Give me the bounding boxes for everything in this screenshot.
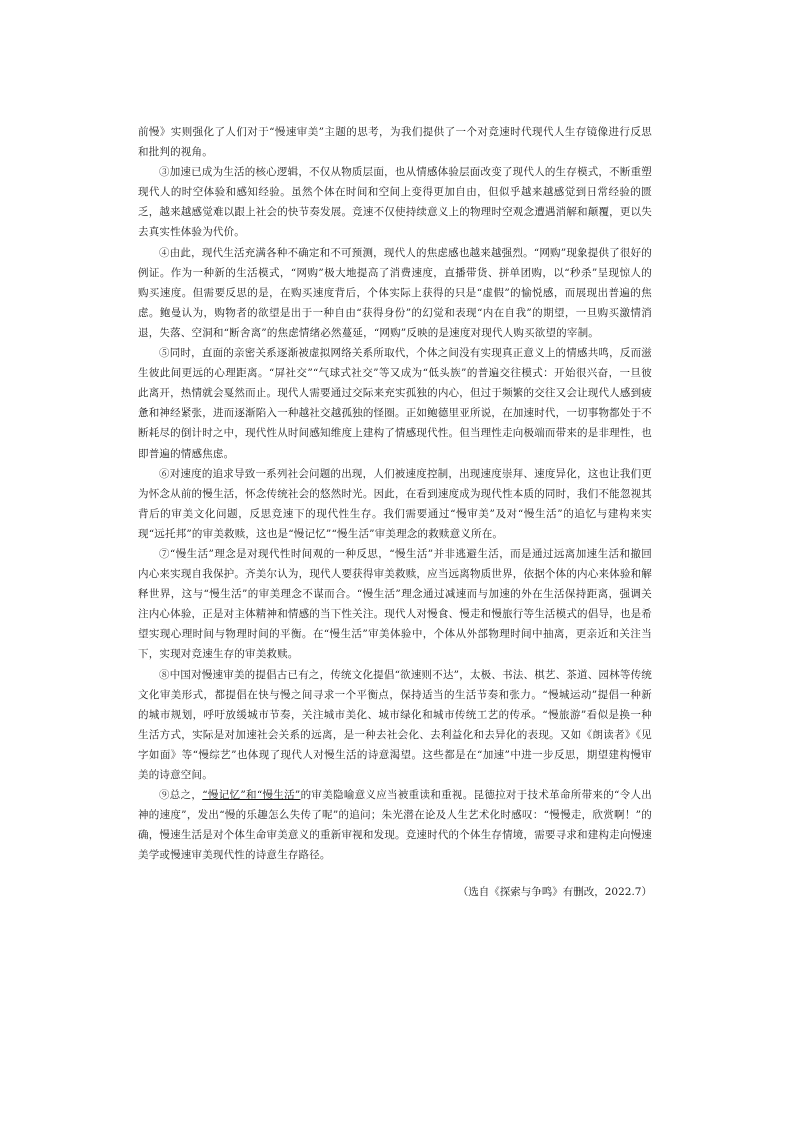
underlined-phrase: “慢记忆”和“慢生活” [202, 789, 301, 802]
paragraph-6: ⑥对速度的追求导致一系列社会问题的出现，人们被速度控制，出现速度崇拜、速度异化，这也让我们更为怀念从前的慢生活，怀念传统社会的悠然时光。因此，在看到速度成为现代性本质的同时，我们不能忽视其背后的审美文化问题，反思竞速下的现代性生存。我们需要通过“慢审美”及对“慢生活”的追忆与建构来实现“远托邦”的审美救赎，这也是“慢记忆”“慢生活”审美理念的救赎意义所在。 [138, 467, 652, 540]
paragraph-continued: 前慢》实则强化了人们对于“慢速审美”主题的思考，为我们提供了一个对竞速时代现代人生存镜像进行反思和批判的视角。 [138, 126, 652, 159]
paragraph-9-rest: 的审美隐喻意义应当被重读和重视。昆德拉对于技术革命所带来的“令人出神的速度”，发出“慢的乐趣怎么失传了呢”的追问；朱光潜在论及人生艺术化时感叹：“慢慢走，欣赏啊！”的确，慢速生活是对个体生命审美意义的重新审视和发现。竞速时代的个体生存情境，需要寻求和建构走向慢速美学或慢速审美现代性的诗意生存路径。 [138, 789, 652, 862]
paragraph-8: ⑧中国对慢速审美的提倡古已有之，传统文化提倡“欲速则不达”，太极、书法、棋艺、茶道、园林等传统文化审美形式，都提倡在快与慢之间寻求一个平衡点，保持适当的生活节奏和张力。“慢城运动”提倡一种新的城市规划，呼吁放缓城市节奏，关注城市美化、城市绿化和城市传统工艺的传承。“慢旅游”看似是换一种生活方式，实际是对加速社会关系的远离，是一种去社会化、去利益化和去异化的表现。又如《朗读者》《见字如面》等“慢综艺”也体现了现代人对慢生活的诗意渴望。这些都是在“加速”中进一步反思，期望建构慢审美的诗意空间。 [138, 668, 652, 781]
paragraph-5: ⑤同时，直面的亲密关系逐渐被虚拟网络关系所取代，个体之间没有实现真正意义上的情感共鸣，反而滋生彼此间更远的心理距离。“屏社交”“气球式社交”等又成为“低头族”的普遍交往模式：开始很兴奋，一旦彼此离开，热情就会戛然而止。现代人需要通过交际来充实孤独的内心，但过于频繁的交往又会让现代人感到疲惫和神经紧张，进而逐渐陷入一种越社交越孤独的怪圈。正如鲍德里亚所说，在加速时代，一切事物都处于不断耗尽的倒计时之中，现代性从时间感知维度上建构了情感现代性。但当理性走向极端而带来的是非理性，也即普遍的情感焦虑。 [138, 347, 652, 460]
paragraph-4: ④由此，现代生活充满各种不确定和不可预测，现代人的焦虑感也越来越强烈。“网购”现象提供了很好的例证。作为一种新的生活模式，“网购”极大地提高了消费速度，直播带货、拼单团购，以“秒杀”呈现惊人的购买速度。但需要反思的是，在购买速度背后，个体实际上获得的只是“虚假”的愉悦感，而展现出普遍的焦虑。鲍曼认为，购物者的欲望是出于一种自由“获得身份”的幻觉和表现“内在自我”的期望，一旦购买激情消退，失落、空洞和“断舍离”的焦虑情绪必然蔓延，“网购”反映的是速度对现代人购买欲望的宰制。 [138, 246, 652, 339]
paragraph-9-lead: ⑨总之， [159, 789, 203, 802]
paragraph-7: ⑦“慢生活”理念是对现代性时间观的一种反思，“慢生活”并非逃避生活，而是通过远离加速生活和撤回内心来实现自我保护。齐美尔认为，现代人要获得审美救赎，应当远离物质世界，依据个体的内心来体验和解释世界，这与“慢生活”的审美理念不谋而合。“慢生活”理念通过减速而与加速的外在生活保持距离，强调关注内心体验，正是对主体精神和情感的当下性关注。现代人对慢食、慢走和慢旅行等生活模式的倡导，也是希望实现心理时间与物理时间的平衡。在“慢生活”审美体验中，个体从外部物理时间中抽离，更亲近和关注当下，实现对竞速生存的审美救赎。 [138, 547, 652, 661]
paragraph-9 [138, 785, 652, 865]
paragraph-3: ③加速已成为生活的核心逻辑，不仅从物质层面，也从情感体验层面改变了现代人的生存模式，不断重塑现代人的时空体验和感知经验。虽然个体在时间和空间上变得更加自由，但似乎越来越感觉到日常经验的匮乏，越来越感觉难以跟上社会的快节奏发展。竞速不仅使持续意义上的物理时空观念遭遇消解和颠覆，更以失去真实性体验为代价。 [138, 166, 652, 239]
source-citation: （选自《探索与争鸣》有删改，2022.7） [457, 886, 652, 898]
article-body [138, 122, 652, 865]
